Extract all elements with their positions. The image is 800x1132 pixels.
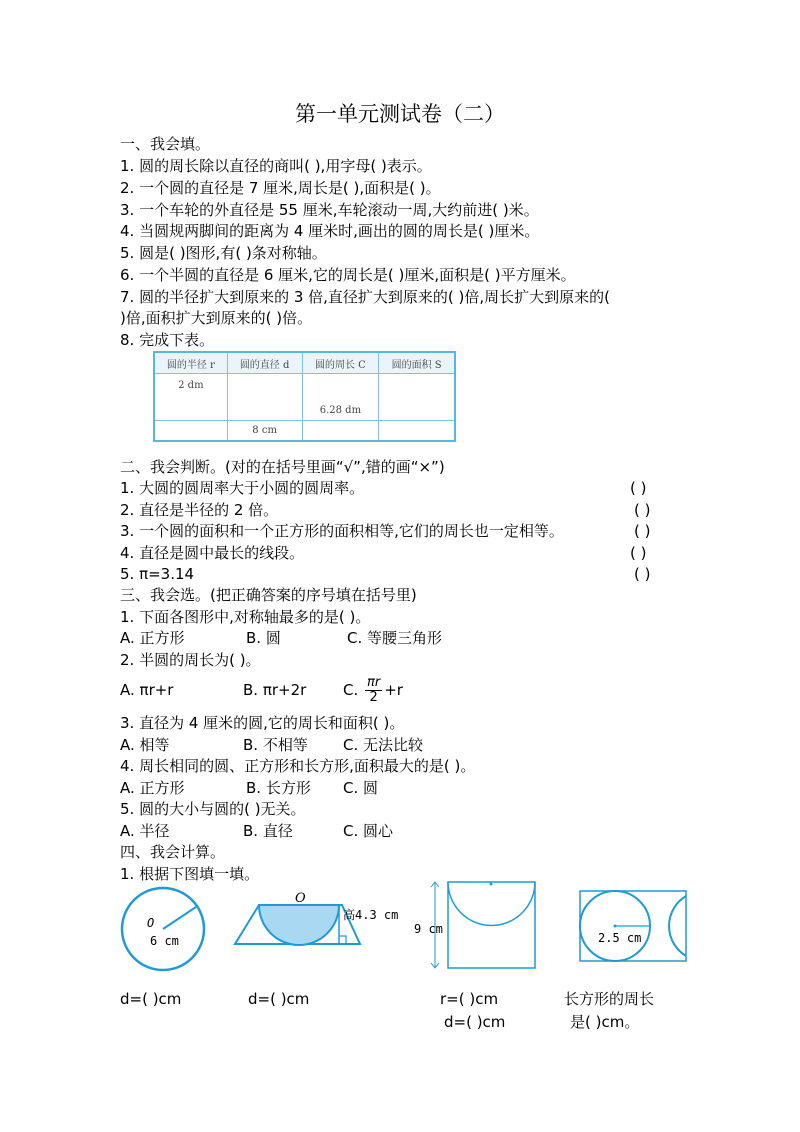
table-row [154,421,455,442]
circle-center-label: O [147,916,155,930]
circle-radius-label: 6 cm [150,934,179,948]
table-header-cell: 圆的直径 d [227,352,302,374]
judge-item-1: 1. 大圆的圆周率大于小圆的圆周率。 [120,479,365,497]
circle-table [153,351,456,442]
choice-option-b: B. 长方形 [246,779,311,797]
choice-option-a: A. 半径 [120,822,170,840]
choice-option-c: C. 圆心 [343,822,394,840]
choice-option-a: A. πr+r [120,681,174,699]
circle-radius-label: 2.5 cm [598,931,642,945]
choice-option-c [343,670,403,710]
fill-question-7: 7. 圆的半径扩大到原来的 3 倍,直径扩大到原来的( )倍,周长扩大到原来的( [120,288,611,306]
trapezoid-height-label: 高4.3 cm [343,908,399,922]
fill-question-5: 5. 圆是( )图形,有( )条对称轴。 [120,244,327,262]
judge-answer-paren: ( ) [634,565,651,583]
choice-option-b: B. 直径 [243,822,293,840]
table-header-row [154,352,455,374]
table-cell: 2 dm [154,374,227,421]
table-header-cell: 圆的周长 C [302,352,379,374]
table-row [154,374,455,421]
choice-option-c: C. 等腰三角形 [347,629,443,647]
judge-answer-paren: ( ) [634,501,651,519]
answer-figure-3-radius: r=( )cm [440,990,499,1008]
fraction-numerator: πr [367,675,381,690]
answer-figure-4-label: 长方形的周长 [564,990,655,1008]
figure-rectangle-two-circles [580,891,686,961]
fill-question-1: 1. 圆的周长除以直径的商叫( ),用字母( )表示。 [120,157,432,175]
calc-question-1: 1. 根据下图填一填。 [120,865,260,883]
judge-item-4: 4. 直径是圆中最长的线段。 [120,544,305,562]
fill-question-6: 6. 一个半圆的直径是 6 厘米,它的周长是( )厘米,面积是( )平方厘米。 [120,266,576,284]
fraction [365,676,382,705]
choice-option-c: C. 无法比较 [343,736,424,754]
judge-item-3: 3. 一个圆的面积和一个正方形的面积相等,它们的周长也一定相等。 [120,522,564,540]
section-1-heading: 一、我会填。 [120,135,211,153]
fill-question-4: 4. 当圆规两脚间的距离为 4 厘米时,画出的圆的周长是( )厘米。 [120,222,540,240]
answer-figure-2: d=( )cm [248,990,310,1008]
choice-question-5: 5. 圆的大小与圆的( )无关。 [120,800,306,818]
table-cell [379,374,455,421]
semicircle-center-label: O [295,891,306,906]
figure-square-semicircle [414,882,535,968]
answer-figure-3-diameter: d=( )cm [444,1013,506,1031]
table-cell [379,421,455,442]
choice-question-4: 4. 周长相同的圆、正方形和长方形,面积最大的是( )。 [120,757,476,775]
section-3-heading: 三、我会选。(把正确答案的序号填在括号里) [120,586,417,604]
choice-option-c: C. 圆 [343,779,379,797]
choice-question-1: 1. 下面各图形中,对称轴最多的是( )。 [120,608,371,626]
table-cell [227,374,302,421]
table-cell: 8 cm [227,421,302,442]
fraction-denominator: 2 [369,690,378,705]
judge-answer-paren: ( ) [630,479,647,497]
choice-option-a: A. 相等 [120,736,170,754]
judge-answer-paren: ( ) [634,522,651,540]
fill-question-2: 2. 一个圆的直径是 7 厘米,周长是( ),面积是( )。 [120,179,441,197]
judge-answer-paren: ( ) [630,544,647,562]
geometry-figures [0,878,800,978]
judge-item-2: 2. 直径是半径的 2 倍。 [120,501,279,519]
choice-option-b: B. 圆 [246,629,281,647]
table-cell [302,421,379,442]
fill-question-8: 8. 完成下表。 [120,331,215,349]
square-side-label: 9 cm [414,922,443,936]
choice-question-3: 3. 直径为 4 厘米的圆,它的周长和面积( )。 [120,714,405,732]
table-cell: 6.28 dm [302,374,379,421]
choice-question-2: 2. 半圆的周长为( )。 [120,651,261,669]
fill-question-3: 3. 一个车轮的外直径是 55 厘米,车轮滚动一周,大约前进( )米。 [120,201,539,219]
choice-option-b: B. πr+2r [243,681,307,699]
section-4-heading: 四、我会计算。 [120,843,226,861]
answer-figure-1: d=( )cm [120,990,182,1008]
figure-trapezoid-semicircle [235,891,398,945]
fraction-tail: +r [384,681,403,699]
choice-option-a: A. 正方形 [120,779,185,797]
table-cell [154,421,227,442]
figure-circle [122,888,204,970]
choice-option-a: A. 正方形 [120,629,185,647]
table-header-cell: 圆的半径 r [154,352,227,374]
fill-question-7-cont: )倍,面积扩大到原来的( )倍。 [120,309,313,327]
section-2-heading: 二、我会判断。(对的在括号里画“√”,错的画“×”) [120,458,445,476]
option-c-label: C. [343,681,359,699]
answer-figure-4-value: 是( )cm。 [570,1013,640,1031]
judge-item-5: 5. π=3.14 [120,565,195,583]
choice-option-b: B. 不相等 [243,736,308,754]
page-title: 第一单元测试卷（二） [295,102,505,126]
table-header-cell: 圆的面积 S [379,352,455,374]
